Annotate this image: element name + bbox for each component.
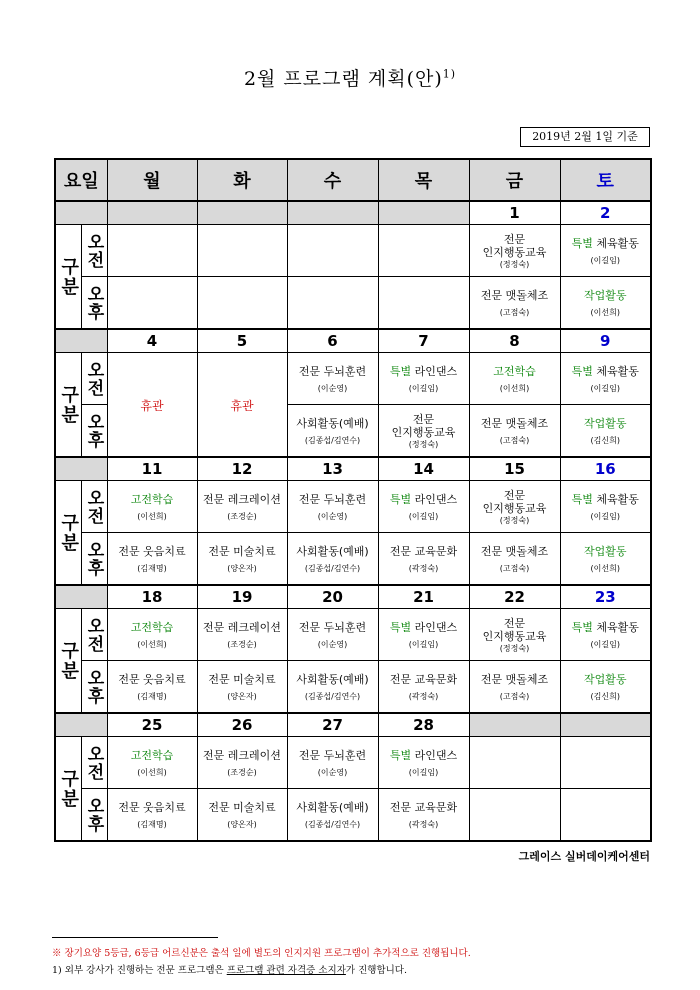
program-cell xyxy=(560,789,651,842)
am-label: 오전 xyxy=(81,609,107,661)
instructor-name: (김재명) xyxy=(137,691,167,701)
program-cell xyxy=(107,609,197,661)
program-prefix: 특별 xyxy=(571,364,593,378)
program-name xyxy=(379,673,469,686)
program-cell xyxy=(287,789,378,842)
instructor-name: (이길임) xyxy=(408,639,439,649)
program-cell xyxy=(560,737,651,789)
program-cell xyxy=(560,609,651,661)
program-cell xyxy=(287,405,378,458)
am-label: 오전 xyxy=(81,225,107,277)
program-title: 전문 웃음치료 xyxy=(118,544,186,558)
program-title: 전문 미술치료 xyxy=(208,672,276,686)
program-name xyxy=(561,621,651,634)
instructor-name: (이길임) xyxy=(408,767,439,777)
program-name xyxy=(288,493,378,506)
instructor-name: (이길임) xyxy=(590,255,620,265)
date-cell: 7 xyxy=(378,329,469,353)
pm-row xyxy=(55,277,651,330)
program-cell xyxy=(287,737,378,789)
program-name xyxy=(561,673,651,686)
program-name xyxy=(379,801,469,814)
program-title: 전문 맷돌체조 xyxy=(480,288,549,302)
program-cell xyxy=(560,533,651,586)
program-title: 작업활동 xyxy=(583,544,627,558)
date-cell: 1 xyxy=(469,201,560,225)
program-cell xyxy=(197,609,287,661)
am-row xyxy=(55,225,651,277)
program-prefix: 특별 xyxy=(389,748,412,762)
date-row xyxy=(55,457,651,481)
program-cell xyxy=(197,661,287,714)
program-cell xyxy=(469,533,560,586)
am-row xyxy=(55,737,651,789)
date-cell: 25 xyxy=(107,713,197,737)
program-name xyxy=(198,749,287,762)
program-cell xyxy=(378,533,469,586)
program-cell xyxy=(287,609,378,661)
program-name xyxy=(288,621,378,634)
instructor-name: (김종섭/김연수) xyxy=(304,435,361,445)
program-cell xyxy=(107,661,197,714)
instructor-name: (고점숙) xyxy=(499,691,530,701)
program-name xyxy=(198,493,287,506)
holiday-label: 휴관 xyxy=(230,399,254,413)
program-calendar-table xyxy=(54,158,652,842)
instructor-name: (고점숙) xyxy=(499,435,530,445)
instructor-name: (이선희) xyxy=(137,639,167,649)
instructor-name: (이선희) xyxy=(499,383,530,393)
program-name xyxy=(108,801,197,814)
program-title: 사회활동(예배) xyxy=(296,544,369,558)
footnote-divider xyxy=(52,937,218,938)
program-title: 전문 두뇌훈련 xyxy=(298,492,367,506)
program-cell xyxy=(107,225,197,277)
date-cell: 13 xyxy=(287,457,378,481)
date-cell: 4 xyxy=(107,329,197,353)
date-cell: 12 xyxy=(197,457,287,481)
program-cell xyxy=(378,353,469,405)
program-title: 체육활동 xyxy=(596,620,639,634)
date-cell xyxy=(107,201,197,225)
program-title: 전문 두뇌훈련 xyxy=(298,620,367,634)
program-title: 전문 미술치료 xyxy=(208,544,276,558)
program-cell xyxy=(287,661,378,714)
program-name xyxy=(470,417,560,430)
date-cell: 6 xyxy=(287,329,378,353)
program-name xyxy=(108,621,197,634)
program-name xyxy=(288,801,378,814)
instructor-name: (이길임) xyxy=(408,511,439,521)
program-name xyxy=(379,545,469,558)
program-name xyxy=(108,545,197,558)
program-title: 체육활동 xyxy=(596,492,639,506)
program-title: 전문 미술치료 xyxy=(208,800,276,814)
instructor-name: (이순영) xyxy=(317,639,348,649)
program-title: 전문 인지행동교육 xyxy=(482,488,547,515)
program-name xyxy=(288,545,378,558)
program-name xyxy=(379,493,469,506)
program-title: 라인댄스 xyxy=(414,364,458,378)
instructor-name: (이선희) xyxy=(137,511,167,521)
title-footnote-mark: 1) xyxy=(442,67,457,81)
program-cell xyxy=(378,609,469,661)
program-name xyxy=(379,621,469,634)
date-cell: 20 xyxy=(287,585,378,609)
date-cell: 16 xyxy=(560,457,651,481)
program-cell xyxy=(560,353,651,405)
program-name xyxy=(108,673,197,686)
instructor-name: (곽정숙) xyxy=(408,563,439,573)
header-fri: 금 xyxy=(469,159,560,201)
instructor-name: (김종섭/김연수) xyxy=(304,691,361,701)
program-title: 고전학습 xyxy=(130,492,174,506)
program-cell xyxy=(560,225,651,277)
program-title: 전문 맷돌체조 xyxy=(480,544,549,558)
header-row xyxy=(55,159,651,201)
am-row xyxy=(55,481,651,533)
note-instructor xyxy=(52,962,407,976)
instructor-name: (이길임) xyxy=(408,383,439,393)
date-cell xyxy=(469,713,560,737)
pm-label: 오후 xyxy=(81,789,107,842)
program-cell xyxy=(560,481,651,533)
instructor-name: (김신희) xyxy=(590,435,620,445)
program-cell xyxy=(197,481,287,533)
program-cell xyxy=(469,225,560,277)
program-name xyxy=(470,289,560,302)
date-row-label xyxy=(55,329,107,353)
program-title: 전문 인지행동교육 xyxy=(391,412,456,439)
program-name xyxy=(379,413,469,439)
program-title: 전문 맷돌체조 xyxy=(480,416,549,430)
pm-label: 오후 xyxy=(81,533,107,586)
date-row xyxy=(55,201,651,225)
program-cell xyxy=(469,737,560,789)
program-cell xyxy=(469,789,560,842)
instructor-name: (김재명) xyxy=(137,563,167,573)
program-cell xyxy=(107,737,197,789)
am-row xyxy=(55,609,651,661)
program-title: 라인댄스 xyxy=(414,492,458,506)
program-name xyxy=(561,237,651,250)
am-label: 오전 xyxy=(81,353,107,405)
instructor-name: (이선희) xyxy=(590,307,620,317)
date-cell: 21 xyxy=(378,585,469,609)
program-title: 전문 웃음치료 xyxy=(118,672,186,686)
center-name: 그레이스 실버데이케어센터 xyxy=(518,850,650,863)
program-cell xyxy=(560,661,651,714)
instructor-name: (정정숙) xyxy=(499,515,530,525)
pm-row xyxy=(55,661,651,714)
program-name xyxy=(470,545,560,558)
program-cell xyxy=(378,481,469,533)
date-cell: 22 xyxy=(469,585,560,609)
program-cell xyxy=(197,225,287,277)
program-prefix: 특별 xyxy=(389,492,412,506)
note2-pre: 1) 외부 강사가 진행하는 전문 프로그램은 xyxy=(52,965,227,976)
header-mon: 월 xyxy=(107,159,197,201)
instructor-name: (양온자) xyxy=(227,563,257,573)
program-title: 사회활동(예배) xyxy=(296,800,369,814)
program-title: 전문 웃음치료 xyxy=(118,800,186,814)
header-wed: 수 xyxy=(287,159,378,201)
program-cell xyxy=(469,353,560,405)
gubun-label: 구분 xyxy=(55,737,81,842)
program-cell xyxy=(378,661,469,714)
program-title: 전문 교육문화 xyxy=(389,800,458,814)
date-row xyxy=(55,585,651,609)
program-title: 사회활동(예배) xyxy=(296,416,369,430)
date-cell: 27 xyxy=(287,713,378,737)
program-name xyxy=(470,673,560,686)
instructor-name: (정정숙) xyxy=(499,643,530,653)
instructor-name: (이순영) xyxy=(317,511,348,521)
date-cell xyxy=(378,201,469,225)
date-row-label xyxy=(55,585,107,609)
date-cell: 14 xyxy=(378,457,469,481)
instructor-name: (김종섭/김연수) xyxy=(304,563,361,573)
instructor-name: (이길임) xyxy=(590,383,620,393)
program-name xyxy=(379,365,469,378)
program-cell xyxy=(287,533,378,586)
instructor-name: (양온자) xyxy=(227,819,257,829)
gubun-label: 구분 xyxy=(55,609,81,714)
date-cell: 9 xyxy=(560,329,651,353)
instructor-name: (김종섭/김연수) xyxy=(304,819,361,829)
instructor-name: (조경순) xyxy=(227,639,257,649)
pm-row xyxy=(55,533,651,586)
instructor-name: (이선희) xyxy=(137,767,167,777)
program-prefix: 특별 xyxy=(389,364,412,378)
program-cell xyxy=(197,737,287,789)
program-cell xyxy=(287,481,378,533)
program-cell xyxy=(469,481,560,533)
gubun-label: 구분 xyxy=(55,353,81,458)
program-cell xyxy=(107,277,197,330)
program-title: 전문 교육문화 xyxy=(389,672,458,686)
program-title: 전문 레크레이션 xyxy=(203,620,281,634)
program-title: 라인댄스 xyxy=(414,748,458,762)
program-name xyxy=(198,801,287,814)
base-date: 2019년 2월 1일 기준 xyxy=(520,127,650,147)
program-name xyxy=(288,417,378,430)
instructor-name: (이순영) xyxy=(317,383,348,393)
instructor-name: (고점숙) xyxy=(499,307,530,317)
date-cell: 11 xyxy=(107,457,197,481)
program-title: 고전학습 xyxy=(493,364,536,378)
holiday-cell xyxy=(107,353,197,458)
instructor-name: (곽정숙) xyxy=(408,691,439,701)
instructor-name: (이길임) xyxy=(590,639,620,649)
program-cell xyxy=(107,481,197,533)
program-name xyxy=(198,621,287,634)
date-cell: 18 xyxy=(107,585,197,609)
instructor-name: (고점숙) xyxy=(499,563,530,573)
program-title: 작업활동 xyxy=(583,416,627,430)
program-title: 전문 두뇌훈련 xyxy=(298,364,367,378)
instructor-name: (조경순) xyxy=(227,511,257,521)
instructor-name: (정정숙) xyxy=(499,259,530,269)
instructor-name: (김재명) xyxy=(137,819,167,829)
program-prefix: 특별 xyxy=(571,620,593,634)
program-cell xyxy=(560,405,651,458)
program-title: 전문 인지행동교육 xyxy=(482,616,547,643)
program-title: 체육활동 xyxy=(596,236,639,250)
program-cell xyxy=(378,277,469,330)
program-name xyxy=(470,233,560,259)
date-cell: 5 xyxy=(197,329,287,353)
gubun-label: 구분 xyxy=(55,225,81,330)
instructor-name: (조경순) xyxy=(227,767,257,777)
header-day-label: 요일 xyxy=(55,159,107,201)
header-tue: 화 xyxy=(197,159,287,201)
program-title: 고전학습 xyxy=(130,748,174,762)
program-title: 전문 인지행동교육 xyxy=(482,232,547,259)
program-cell xyxy=(107,789,197,842)
program-name xyxy=(561,365,651,378)
program-cell xyxy=(197,789,287,842)
date-cell xyxy=(287,201,378,225)
instructor-name: (이순영) xyxy=(317,767,348,777)
program-name xyxy=(288,673,378,686)
program-name xyxy=(561,545,651,558)
program-title: 체육활동 xyxy=(596,364,639,378)
program-title: 라인댄스 xyxy=(414,620,458,634)
note2-underline: 프로그램 관련 자격증 소지자 xyxy=(226,965,346,976)
holiday-cell xyxy=(197,353,287,458)
am-row xyxy=(55,353,651,405)
am-label: 오전 xyxy=(81,481,107,533)
program-cell xyxy=(287,277,378,330)
date-row-label xyxy=(55,457,107,481)
program-name xyxy=(108,493,197,506)
gubun-label: 구분 xyxy=(55,481,81,586)
program-title: 전문 두뇌훈련 xyxy=(298,748,367,762)
program-title: 고전학습 xyxy=(130,620,174,634)
pm-row xyxy=(55,789,651,842)
am-label: 오전 xyxy=(81,737,107,789)
program-name xyxy=(561,289,651,302)
program-title: 작업활동 xyxy=(583,288,627,302)
date-row-label xyxy=(55,713,107,737)
date-row xyxy=(55,329,651,353)
program-name xyxy=(198,545,287,558)
program-name xyxy=(470,489,560,515)
program-cell xyxy=(287,353,378,405)
program-title: 전문 맷돌체조 xyxy=(480,672,549,686)
program-cell xyxy=(378,405,469,458)
note2-post: 가 진행합니다. xyxy=(345,965,407,976)
date-cell: 8 xyxy=(469,329,560,353)
program-title: 전문 레크레이션 xyxy=(203,492,281,506)
program-title: 사회활동(예배) xyxy=(296,672,369,686)
program-prefix: 특별 xyxy=(389,620,412,634)
date-cell xyxy=(197,201,287,225)
program-name xyxy=(379,749,469,762)
program-cell xyxy=(469,609,560,661)
date-cell: 2 xyxy=(560,201,651,225)
program-cell xyxy=(378,225,469,277)
date-cell xyxy=(560,713,651,737)
program-name xyxy=(198,673,287,686)
program-title: 전문 교육문화 xyxy=(389,544,458,558)
program-name xyxy=(470,365,560,378)
date-cell: 15 xyxy=(469,457,560,481)
date-cell: 26 xyxy=(197,713,287,737)
note-grade: ※ 장기요양 5등급, 6등급 어르신분은 출석 일에 별도의 인지지원 프로그램이 추가적으로 진행됩니다. xyxy=(52,948,471,959)
program-cell xyxy=(287,225,378,277)
program-cell xyxy=(469,405,560,458)
program-name xyxy=(561,417,651,430)
instructor-name: (김신희) xyxy=(590,691,620,701)
program-name xyxy=(288,749,378,762)
program-name xyxy=(470,617,560,643)
program-cell xyxy=(469,661,560,714)
program-title: 작업활동 xyxy=(583,672,627,686)
program-cell xyxy=(197,533,287,586)
date-cell: 23 xyxy=(560,585,651,609)
page-title xyxy=(0,64,700,91)
program-name xyxy=(108,749,197,762)
program-name xyxy=(288,365,378,378)
instructor-name: (정정숙) xyxy=(408,439,439,449)
pm-label: 오후 xyxy=(81,405,107,458)
instructor-name: (이길임) xyxy=(590,511,620,521)
instructor-name: (이선희) xyxy=(590,563,620,573)
date-row xyxy=(55,713,651,737)
header-sat: 토 xyxy=(560,159,651,201)
instructor-name: (양온자) xyxy=(227,691,257,701)
pm-label: 오후 xyxy=(81,277,107,330)
program-cell xyxy=(560,277,651,330)
program-name xyxy=(561,493,651,506)
program-prefix: 특별 xyxy=(571,492,593,506)
header-thu: 목 xyxy=(378,159,469,201)
program-cell xyxy=(378,789,469,842)
calendar-body xyxy=(55,201,651,841)
program-cell xyxy=(107,533,197,586)
instructor-name: (곽정숙) xyxy=(408,819,439,829)
program-prefix: 특별 xyxy=(571,236,593,250)
date-row-label xyxy=(55,201,107,225)
date-cell: 19 xyxy=(197,585,287,609)
program-cell xyxy=(469,277,560,330)
program-cell xyxy=(197,277,287,330)
pm-label: 오후 xyxy=(81,661,107,714)
program-cell xyxy=(378,737,469,789)
holiday-label: 휴관 xyxy=(140,399,164,413)
title-text: 2월 프로그램 계획(안) xyxy=(243,68,443,90)
date-cell: 28 xyxy=(378,713,469,737)
program-title: 전문 레크레이션 xyxy=(203,748,281,762)
